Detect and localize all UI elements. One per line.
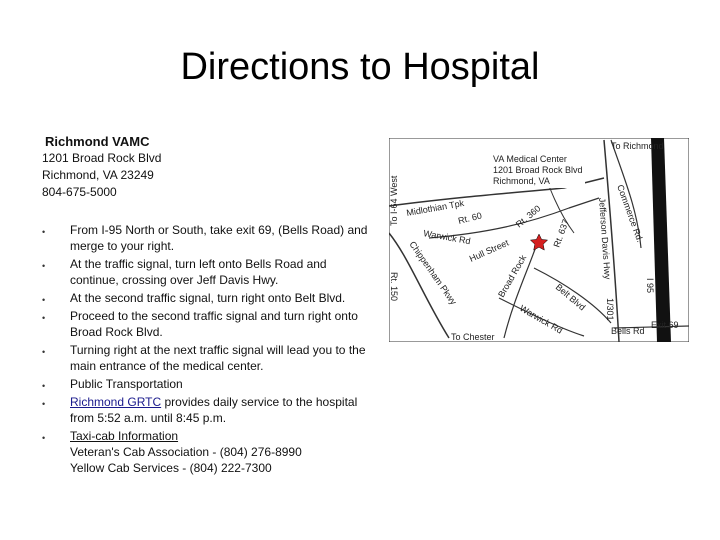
map-label-chippenham: Chippenham Pkwy [407, 239, 459, 307]
taxi-line-veterans: Veteran's Cab Association - (804) 276-8990 [70, 445, 302, 459]
map-label-to-chester: To Chester [451, 332, 495, 342]
map-label-rt60: Rt. 60 [457, 210, 483, 226]
map-label-exit69: Exit 69 [651, 320, 679, 330]
grtc-link[interactable]: Richmond GRTC [70, 395, 162, 409]
list-item: • Public Transportation [42, 376, 372, 392]
map-label-center-city: Richmond, VA [493, 176, 550, 186]
map-label-rt360: Rt. 360 [513, 203, 543, 230]
map-label-jefferson: Jefferson Davis Hwy [597, 197, 613, 280]
page-title: Directions to Hospital [180, 46, 540, 88]
street-address: 1201 Broad Rock Blvd [42, 151, 162, 165]
map-label-i95: I 95 [645, 278, 655, 294]
map-label-rt150: Rt. 150 [389, 272, 399, 302]
map-label-broad-rock: Broad Rock [496, 253, 529, 299]
list-item: • At the traffic signal, turn left onto Bells Road and continue, crossing over Jeff Davis Hwy. [42, 256, 372, 288]
taxi-line-yellow: Yellow Cab Services - (804) 222-7300 [70, 461, 272, 475]
map-label-commerce: Commerce Rd. [615, 183, 646, 244]
map-label-bells: Bells Rd [611, 326, 645, 336]
phone-number: 804-675-5000 [42, 185, 117, 199]
list-item [42, 394, 372, 426]
map-label-warwick-lower: Warwick Rd [518, 303, 565, 336]
map-label-center: VA Medical Center [493, 154, 567, 164]
map-label-to-i64: To I-64 West [389, 175, 399, 226]
list-item [42, 428, 372, 476]
map-label-to-richmond: To Richmond [611, 141, 664, 151]
map-label-rt637: Rt. 637 [551, 217, 571, 249]
map-label-midlothian: Midlothian Tpk [405, 197, 465, 218]
map-label-rt1301: 1/301 [605, 298, 615, 321]
list-item: • At the second traffic signal, turn right onto Belt Blvd. [42, 290, 372, 306]
facility-name: Richmond VAMC [45, 134, 150, 149]
taxi-heading: • Taxi-cab Information [70, 429, 179, 443]
grtc-text: provides daily service to the hospital from 5:52 a.m. until 8:45 p.m. [70, 395, 358, 425]
map-label-center-street: 1201 Broad Rock Blvd [493, 165, 583, 175]
list-item: • Proceed to the second traffic signal and turn right onto Broad Rock Blvd. [42, 308, 372, 340]
directions-list [42, 222, 372, 478]
address-block [42, 133, 161, 201]
list-item: • Turning right at the next traffic signal will lead you to the main entrance of the medical center. [42, 342, 372, 374]
list-item: • From I-95 North or South, take exit 69, (Bells Road) and merge to your right. [42, 222, 372, 254]
map-label-hull: Hull Street [467, 237, 511, 264]
map-label-belt: Belt Blvd [553, 281, 588, 313]
directions-map [389, 138, 689, 342]
city-address: Richmond, VA 23249 [42, 168, 154, 182]
map-label-warwick: Warwick Rd [422, 228, 472, 247]
